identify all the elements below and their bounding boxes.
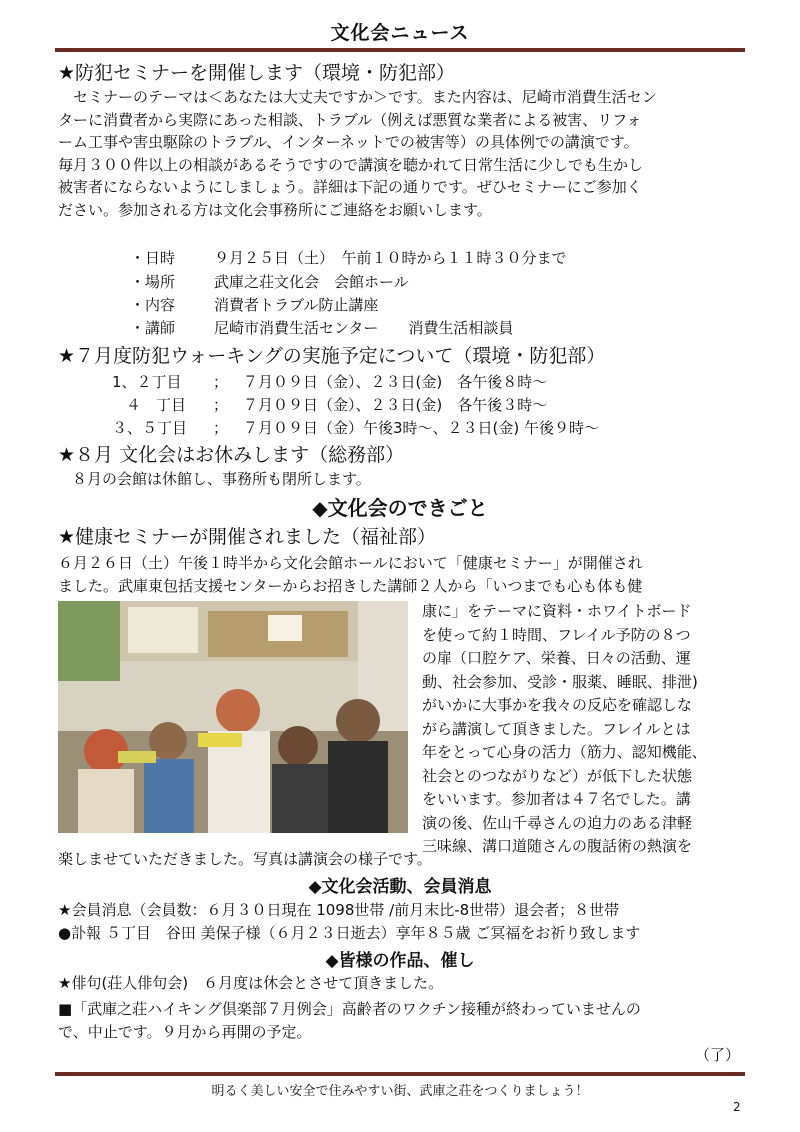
detail-content-value: 消費者トラブル防止講座 bbox=[214, 296, 379, 314]
walking-area: ４ 丁目 bbox=[126, 396, 187, 414]
health-line: 社会とのつながりなど）が低下した状態 bbox=[422, 766, 693, 785]
hiking-line: ■「武庫之荘ハイキング倶楽部７月例会」高齢者のワクチン接種が終わっていませんの bbox=[58, 1000, 641, 1018]
newsletter-title: 文化会ニュース bbox=[330, 22, 470, 44]
health-line: がいかに大事かを我々の反応を確認しな bbox=[422, 696, 693, 714]
walking-area: 1、２丁目 bbox=[112, 373, 182, 391]
seminar-line: セミナーのテーマは＜あなたは大丈夫ですか＞です。また内容は、尼崎市消費生活セン bbox=[58, 88, 657, 106]
walking-sep: ； bbox=[213, 373, 229, 391]
walking-sep: ； bbox=[213, 419, 229, 437]
health-seminar-heading: ★健康セミナーが開催されました（福祉部） bbox=[58, 526, 437, 548]
health-line: がら講演して頂きました。フレイルとは bbox=[422, 719, 691, 738]
page-number: 2 bbox=[733, 1100, 741, 1114]
member-count-line: ★会員消息（会員数：６月３０日現在 1098世帯 /前月末比-8世帯）退会者；８世帯 bbox=[58, 901, 620, 919]
health-line: 三味線、溝口道随さんの腹話術の熱演を bbox=[422, 837, 693, 855]
seminar-line: ターに消費者から実際にあった相談、トラブル（例えば悪質な業者による被害、リフォ bbox=[58, 110, 642, 129]
detail-lecturer-label: ・講師 bbox=[130, 319, 176, 337]
health-intro bbox=[58, 552, 748, 597]
closing-mark: （了） bbox=[695, 1046, 741, 1064]
walking-schedule: ７月０９日（金）午後3時～、２３日(金) 午後９時～ bbox=[243, 419, 600, 437]
top-divider bbox=[55, 48, 745, 52]
bottom-divider bbox=[55, 1072, 745, 1076]
seminar-heading: ★防犯セミナーを開催します（環境・防犯部） bbox=[58, 62, 456, 84]
detail-place-value: 武庫之荘文化会 会館ホール bbox=[214, 273, 409, 291]
health-line: の扉（口腔ケア、栄養、日々の活動、運 bbox=[422, 649, 691, 667]
health-body bbox=[422, 600, 748, 859]
walking-sep: ； bbox=[213, 396, 229, 414]
health-line: をいいます。参加者は４７名でした。講 bbox=[422, 790, 691, 808]
august-heading: ★８月 文化会はお休みします（総務部） bbox=[58, 444, 405, 466]
health-intro-line: ６月２６日（土）午後１時半から文化会館ホールにおいて「健康セミナー」が開催され bbox=[58, 554, 643, 572]
members-heading: ◆文化会活動、会員消息 bbox=[308, 877, 492, 897]
detail-date-value: ９月２５日（土） 午前１０時から１１時３０分まで bbox=[214, 249, 567, 267]
footer-slogan: 明るく美しい安全で住みやすい街、武庫之荘をつくりましょう！ bbox=[211, 1084, 589, 1099]
hiking-line-cont: で、中止です。９月から再開の予定。 bbox=[58, 1023, 312, 1041]
august-body: ８月の会館は休館し、事務所も閉所します。 bbox=[72, 470, 371, 488]
seminar-line: 毎月３００件以上の相談があるそうですので講演を聴かれて日常生活に少しでも生かし bbox=[58, 155, 644, 174]
health-line: 動、社会参加、受診・服薬、睡眠、排泄) bbox=[422, 672, 698, 691]
health-intro-line: ました。武庫東包括支援センターからお招きした講師２人から「いつまでも心も体も健 bbox=[58, 576, 643, 595]
detail-date-label: ・日時 bbox=[130, 249, 176, 267]
walking-area: ３、５丁目 bbox=[112, 419, 188, 437]
detail-place-label: ・場所 bbox=[130, 273, 176, 291]
health-line: 年をとって心身の活力（筋力、認知機能、 bbox=[422, 743, 707, 761]
health-closing-line: 楽しませていただきました。写真は講演会の様子です。 bbox=[58, 850, 432, 868]
seminar-line: ーム工事や害虫駆除のトラブル、インターネットでの被害等）の具体例での講演です。 bbox=[58, 133, 639, 151]
events-heading: ◆文化会のできごと bbox=[312, 496, 488, 520]
seminar-body bbox=[58, 86, 748, 221]
detail-content-label: ・内容 bbox=[130, 296, 176, 314]
detail-lecturer-value: 尼崎市消費生活センター 消費生活相談員 bbox=[214, 319, 514, 337]
health-line: 演の後、佐山千尋さんの迫力のある津軽 bbox=[422, 813, 693, 832]
seminar-line: 被害者にならないようにしましょう。詳細は下記の通りです。ぜひセミナーにご参加く bbox=[58, 178, 642, 196]
seminar-photo bbox=[58, 601, 408, 833]
haiku-line: ★俳句(荘人俳句会) ６月度は休会とさせて頂きました。 bbox=[58, 974, 444, 992]
walking-schedule: ７月０９日（金）、２３日(金) 各午後３時～ bbox=[243, 396, 548, 414]
health-line: を使って約１時間、フレイル予防の８つ bbox=[422, 625, 691, 644]
works-heading: ◆皆様の作品、催し bbox=[325, 951, 475, 971]
health-line: 康に」をテーマに資料・ホワイトボード bbox=[422, 602, 692, 620]
seminar-line: ださい。参加される方は文化会事務所にご連絡をお願いします。 bbox=[58, 200, 492, 219]
obituary-line: ●訃報 ５丁目 谷田 美保子様（６月２３日逝去）享年８５歳 ご冥福をお祈り致します bbox=[58, 924, 641, 942]
walking-schedule: ７月０９日（金）、２３日(金) 各午後８時～ bbox=[243, 373, 548, 391]
walking-heading: ★７月度防犯ウォーキングの実施予定について（環境・防犯部） bbox=[58, 345, 606, 367]
